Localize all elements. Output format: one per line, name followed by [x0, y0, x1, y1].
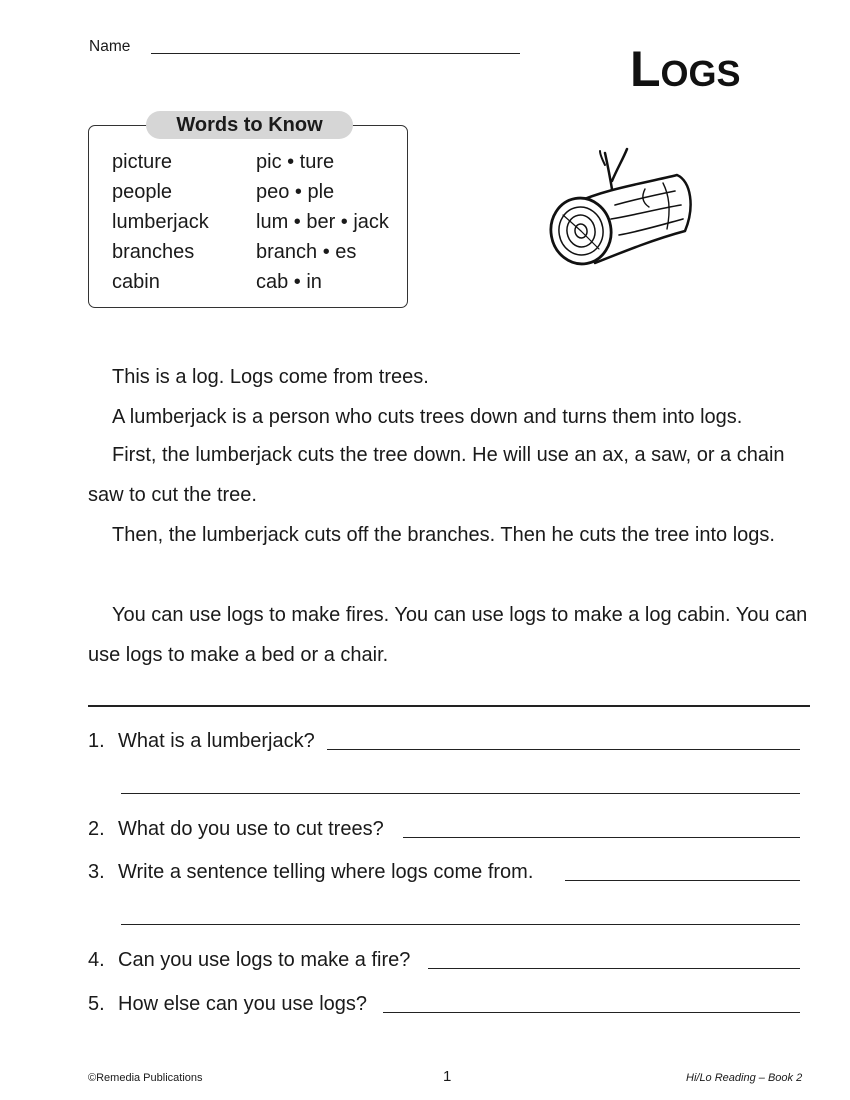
section-divider	[88, 705, 810, 707]
passage-paragraph: You can use logs to make fires. You can use logs to make a log cabin. You can use logs to make a bed or a chair.	[88, 604, 808, 666]
name-label: Name	[89, 38, 131, 55]
footer-book-title: Hi/Lo Reading – Book 2	[686, 1072, 803, 1084]
words-to-know-heading: Words to Know	[146, 111, 353, 139]
footer-publisher: ©Remedia Publications	[88, 1072, 203, 1084]
question-text: Write a sentence telling where logs come from.	[118, 861, 534, 883]
answer-line[interactable]	[383, 1012, 800, 1013]
vocab-syllables: cab • in	[256, 271, 322, 293]
title-initial: L	[630, 41, 661, 97]
passage-paragraph: Then, the lumberjack cuts off the branches. Then he cuts the tree into logs.	[112, 524, 775, 546]
vocab-word: picture	[112, 151, 173, 173]
passage-paragraph: A lumberjack is a person who cuts trees down and turns them into logs.	[112, 406, 743, 428]
answer-line[interactable]	[327, 749, 800, 750]
answer-line[interactable]	[428, 968, 800, 969]
question-text: How else can you use logs?	[118, 993, 368, 1015]
passage-paragraph: This is a log. Logs come from trees.	[112, 366, 429, 388]
question-number: 3.	[88, 861, 105, 883]
vocab-syllables: lum • ber • jack	[256, 211, 389, 233]
vocab-syllables: branch • es	[256, 241, 357, 263]
question-text: Can you use logs to make a fire?	[118, 949, 411, 971]
question-text: What do you use to cut trees?	[118, 818, 384, 840]
log-illustration	[545, 145, 695, 270]
question-number: 2.	[88, 818, 105, 840]
vocab-word: branches	[112, 241, 195, 263]
title-rest: OGS	[660, 53, 741, 94]
question-number: 5.	[88, 993, 105, 1015]
question-number: 1.	[88, 730, 105, 752]
vocab-word: lumberjack	[112, 211, 209, 233]
answer-line[interactable]	[121, 793, 800, 794]
vocab-word: people	[112, 181, 173, 203]
page-number: 1	[443, 1068, 452, 1085]
answer-line[interactable]	[565, 880, 800, 881]
vocab-syllables: pic • ture	[256, 151, 335, 173]
question-number: 4.	[88, 949, 105, 971]
vocab-word: cabin	[112, 271, 160, 293]
name-answer-line[interactable]	[151, 53, 520, 54]
answer-line[interactable]	[121, 924, 800, 925]
passage-paragraph: First, the lumberjack cuts the tree down. He will use an ax, a saw, or a chain saw to cut the tree.	[88, 444, 785, 506]
page-title	[630, 41, 741, 99]
answer-line[interactable]	[403, 837, 800, 838]
question-text: What is a lumberjack?	[118, 730, 315, 752]
vocab-syllables: peo • ple	[256, 181, 335, 203]
